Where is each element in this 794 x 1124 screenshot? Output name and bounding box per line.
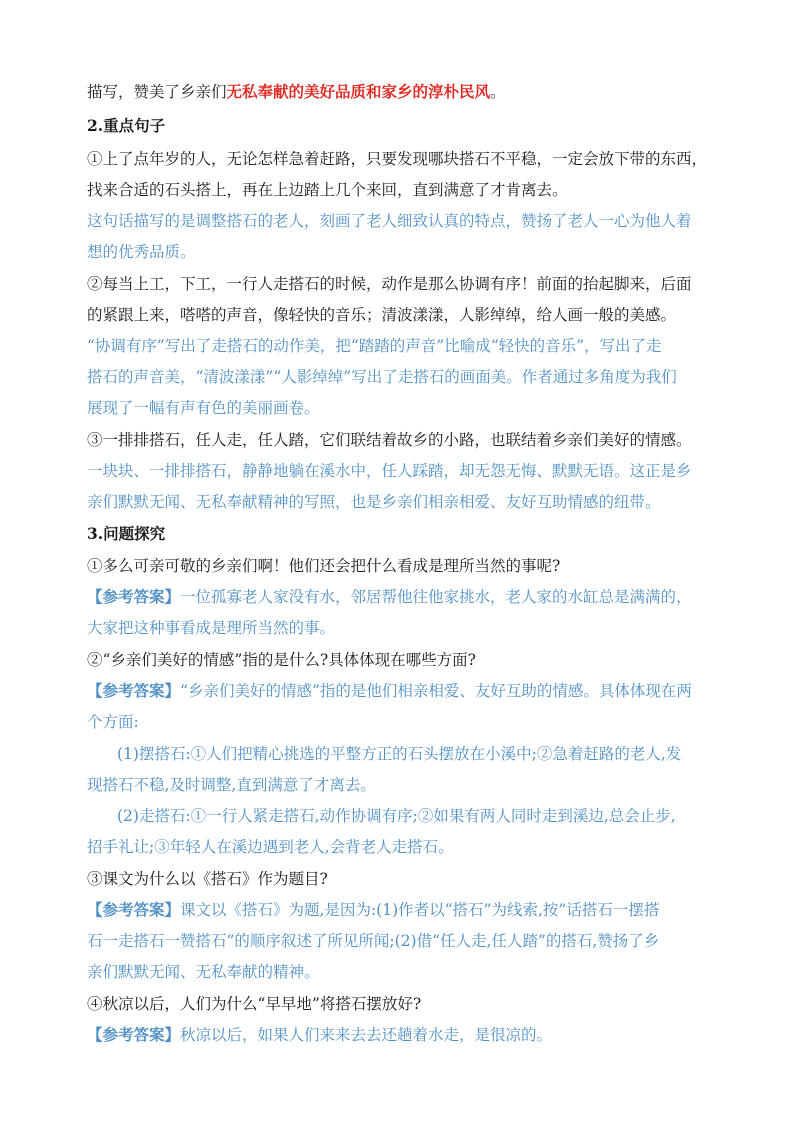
question-4: ④秋凉以后，人们为什么“早早地”将搭石摆放好? — [87, 995, 422, 1013]
answer-3-line: 石一走搭石一赞搭石”的顺序叙述了所见所闻;(2)借“任人走,任人踏”的搭石,赞扬了乡 — [87, 932, 660, 950]
sentence-2-line: 的紧跟上来，嗒嗒的声音，像轻快的音乐；清波漾漾，人影绰绰，给人画一般的美感。 — [87, 306, 677, 324]
sentence-1-line: ①上了点年岁的人，无论怎样急着赶路，只要发现哪块搭石不平稳，一定会放下带的东西， — [87, 150, 708, 168]
answer-2-line: 招手礼让;③年轻人在溪边遇到老人,会背老人走搭石。 — [87, 838, 454, 856]
analysis-2-line: “协调有序”写出了走搭石的动作美，把“踏踏的声音”比喻成“轻快的音乐”，写出了走 — [87, 337, 662, 355]
answer-label: 【参考答案】 — [87, 681, 181, 700]
answer-1-line: 大家把这种事看成是理所当然的事。 — [87, 619, 336, 637]
answer-3-line: 亲们默默无闻、无私奉献的精神。 — [87, 963, 320, 981]
analysis-2-line: 展现了一幅有声有色的美丽画卷。 — [87, 399, 320, 417]
analysis-1-line: 这句话描写的是调整搭石的老人，刻画了老人细致认真的特点，赞扬了老人一心为他人着 — [87, 212, 692, 230]
answer-text: 课文以《搭石》为题,是因为:(1)作者以“搭石”为线索,按”话搭石一摆搭 — [180, 901, 660, 919]
question-1: ①多么可亲可敬的乡亲们啊！他们还会把什么看成是理所当然的事呢? — [87, 557, 561, 575]
intro-text: 描写，赞美了乡亲们 — [87, 83, 227, 101]
analysis-2-line: 搭石的声音美，“清波漾漾”“人影绰绰”写出了走搭石的画面美。作者通过多角度为我们 — [87, 368, 677, 386]
question-3: ③课文为什么以《搭石》作为题目? — [87, 870, 328, 888]
answer-4-line — [87, 1023, 552, 1045]
answer-3-line — [87, 898, 659, 920]
answer-2-line: 现搭石不稳,及时调整,直到满意了才离去。 — [87, 776, 376, 794]
section-title: 3.问题探究 — [87, 524, 166, 543]
answer-text: 一位孤寡老人家没有水，邻居帮他往他家挑水，老人家的水缸总是满满的， — [180, 588, 692, 606]
sentence-2-line: ②每当上工，下工，一行人走搭石的时候，动作是那么协调有序！前面的抬起脚来，后面 — [87, 275, 692, 293]
sentence-3-line: ③一排排搭石，任人走，任人踏，它们联结着故乡的小路，也联结着乡亲们美好的情感。 — [87, 431, 692, 449]
analysis-3-line: 一块块、一排排搭石，静静地躺在溪水中，任人踩踏，却无怨无悔、默默无语。这正是乡 — [87, 462, 692, 480]
answer-2-line: (1)摆搭石:①人们把精心挑选的平整方正的石头摆放在小溪中;②急着赶路的老人,发 — [117, 745, 682, 763]
section-title: 2.重点句子 — [87, 116, 166, 135]
intro-suffix: 。 — [490, 83, 506, 101]
answer-label: 【参考答案】 — [87, 900, 181, 919]
intro-highlight: 无私奉献的美好品质和家乡的淳朴民风 — [226, 82, 491, 101]
question-2: ②“乡亲们美好的情感”指的是什么?具体体现在哪些方面? — [87, 651, 476, 669]
answer-2-line: (2)走搭石:①一行人紧走搭石,动作协调有序;②如果有两人同时走到溪边,总会止步, — [117, 807, 676, 825]
answer-2-line — [87, 679, 692, 701]
answer-1-line — [87, 585, 692, 607]
answer-label: 【参考答案】 — [87, 587, 181, 606]
analysis-1-line: 想的优秀品质。 — [87, 243, 196, 261]
analysis-3-line: 亲们默默无闻、无私奉献精神的写照，也是乡亲们相亲相爱、友好互助情感的纽带。 — [87, 493, 661, 511]
answer-label: 【参考答案】 — [87, 1025, 181, 1044]
intro-line — [87, 80, 506, 102]
sentence-1-line: 找来合适的石头搭上，再在上边踏上几个来回，直到满意了才肯离去。 — [87, 181, 568, 199]
answer-text: 秋凉以后，如果人们来来去去还趟着水走，是很凉的。 — [180, 1026, 553, 1044]
answer-text: “乡亲们美好的情感”指的是他们相亲相爱、友好互助的情感。具体体现在两 — [180, 682, 692, 700]
answer-2-line: 个方面: — [87, 713, 139, 731]
